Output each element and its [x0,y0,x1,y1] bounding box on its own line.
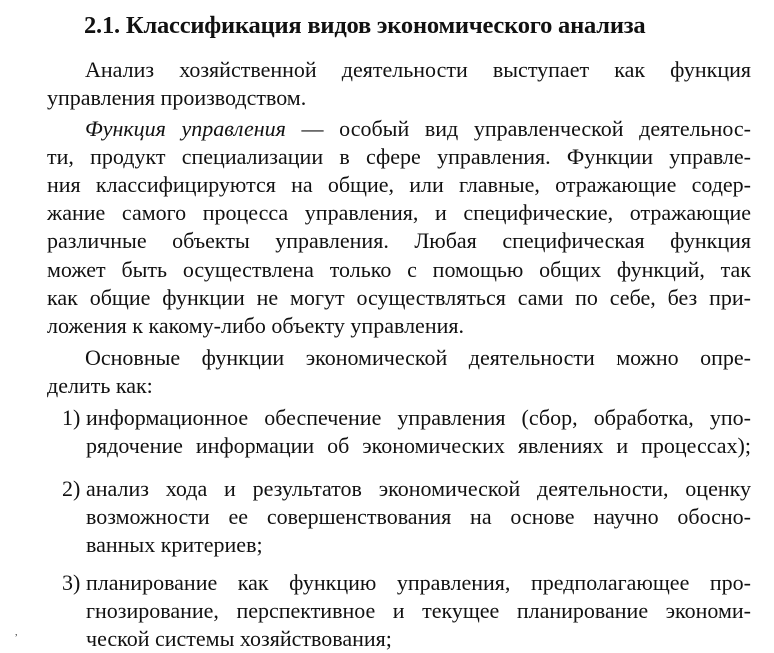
paragraph-2-line-1-rest: — особый вид управленческой деятельнос- [285,116,752,141]
paragraph-2-line-4: жание самого процесса управления, и специфические, отражающие [47,200,751,225]
list-item-1-line-1: информационное обеспечение управления (сбор, обработка, упо- [86,405,751,430]
paragraph-2-line-7: как общие функции не могут осуществляться сами по себе, без при- [47,285,751,310]
list-item-3-line-2: гнозирование, перспективное и текущее планирование экономи- [86,598,751,623]
paragraph-2-line-5: различные объекты управления. Любая специфическая функция [47,228,751,253]
paragraph-2-line-2: ти, продукт специализации в сфере управления. Функции управле- [47,144,751,169]
list-item-2-line-2: возможности ее совершенствования на основе научно обосно- [86,504,751,529]
term-function-of-management: Функция управления [85,116,286,141]
paragraph-1-line-1: Анализ хозяйственной деятельности выступает как функция [85,57,751,82]
list-item-1-line-2: рядочение информации об экономических явлениях и процессах); [86,433,751,458]
list-item-1-number: 1) [62,405,81,430]
paragraph-2-line-6: может быть осуществлена только с помощью общих функций, так [47,257,751,282]
scan-speck: , [15,627,18,638]
paragraph-1-line-2: управления производством. [47,85,307,110]
list-item-3-number: 3) [62,570,81,595]
paragraph-2-line-8: ложения к какому-либо объекту управления. [47,313,464,338]
paragraph-3-line-2: делить как: [47,373,153,398]
paragraph-2-line-3: ния классифицируются на общие, или главные, отражающие содер- [47,172,751,197]
paragraph-2-line-1 [85,115,751,143]
list-item-3-line-1: планирование как функцию управления, предполагающее про- [86,570,751,595]
list-item-2-line-1: анализ хода и результатов экономической деятельности, оценку [86,476,751,501]
list-item-3-line-3: ческой системы хозяйствования; [86,626,392,651]
list-item-2-line-3: ванных критериев; [86,532,263,557]
paragraph-3-line-1: Основные функции экономической деятельности можно опре- [85,345,751,370]
list-item-2-number: 2) [62,476,81,501]
section-heading: 2.1. Классификация видов экономического анализа [84,12,646,39]
